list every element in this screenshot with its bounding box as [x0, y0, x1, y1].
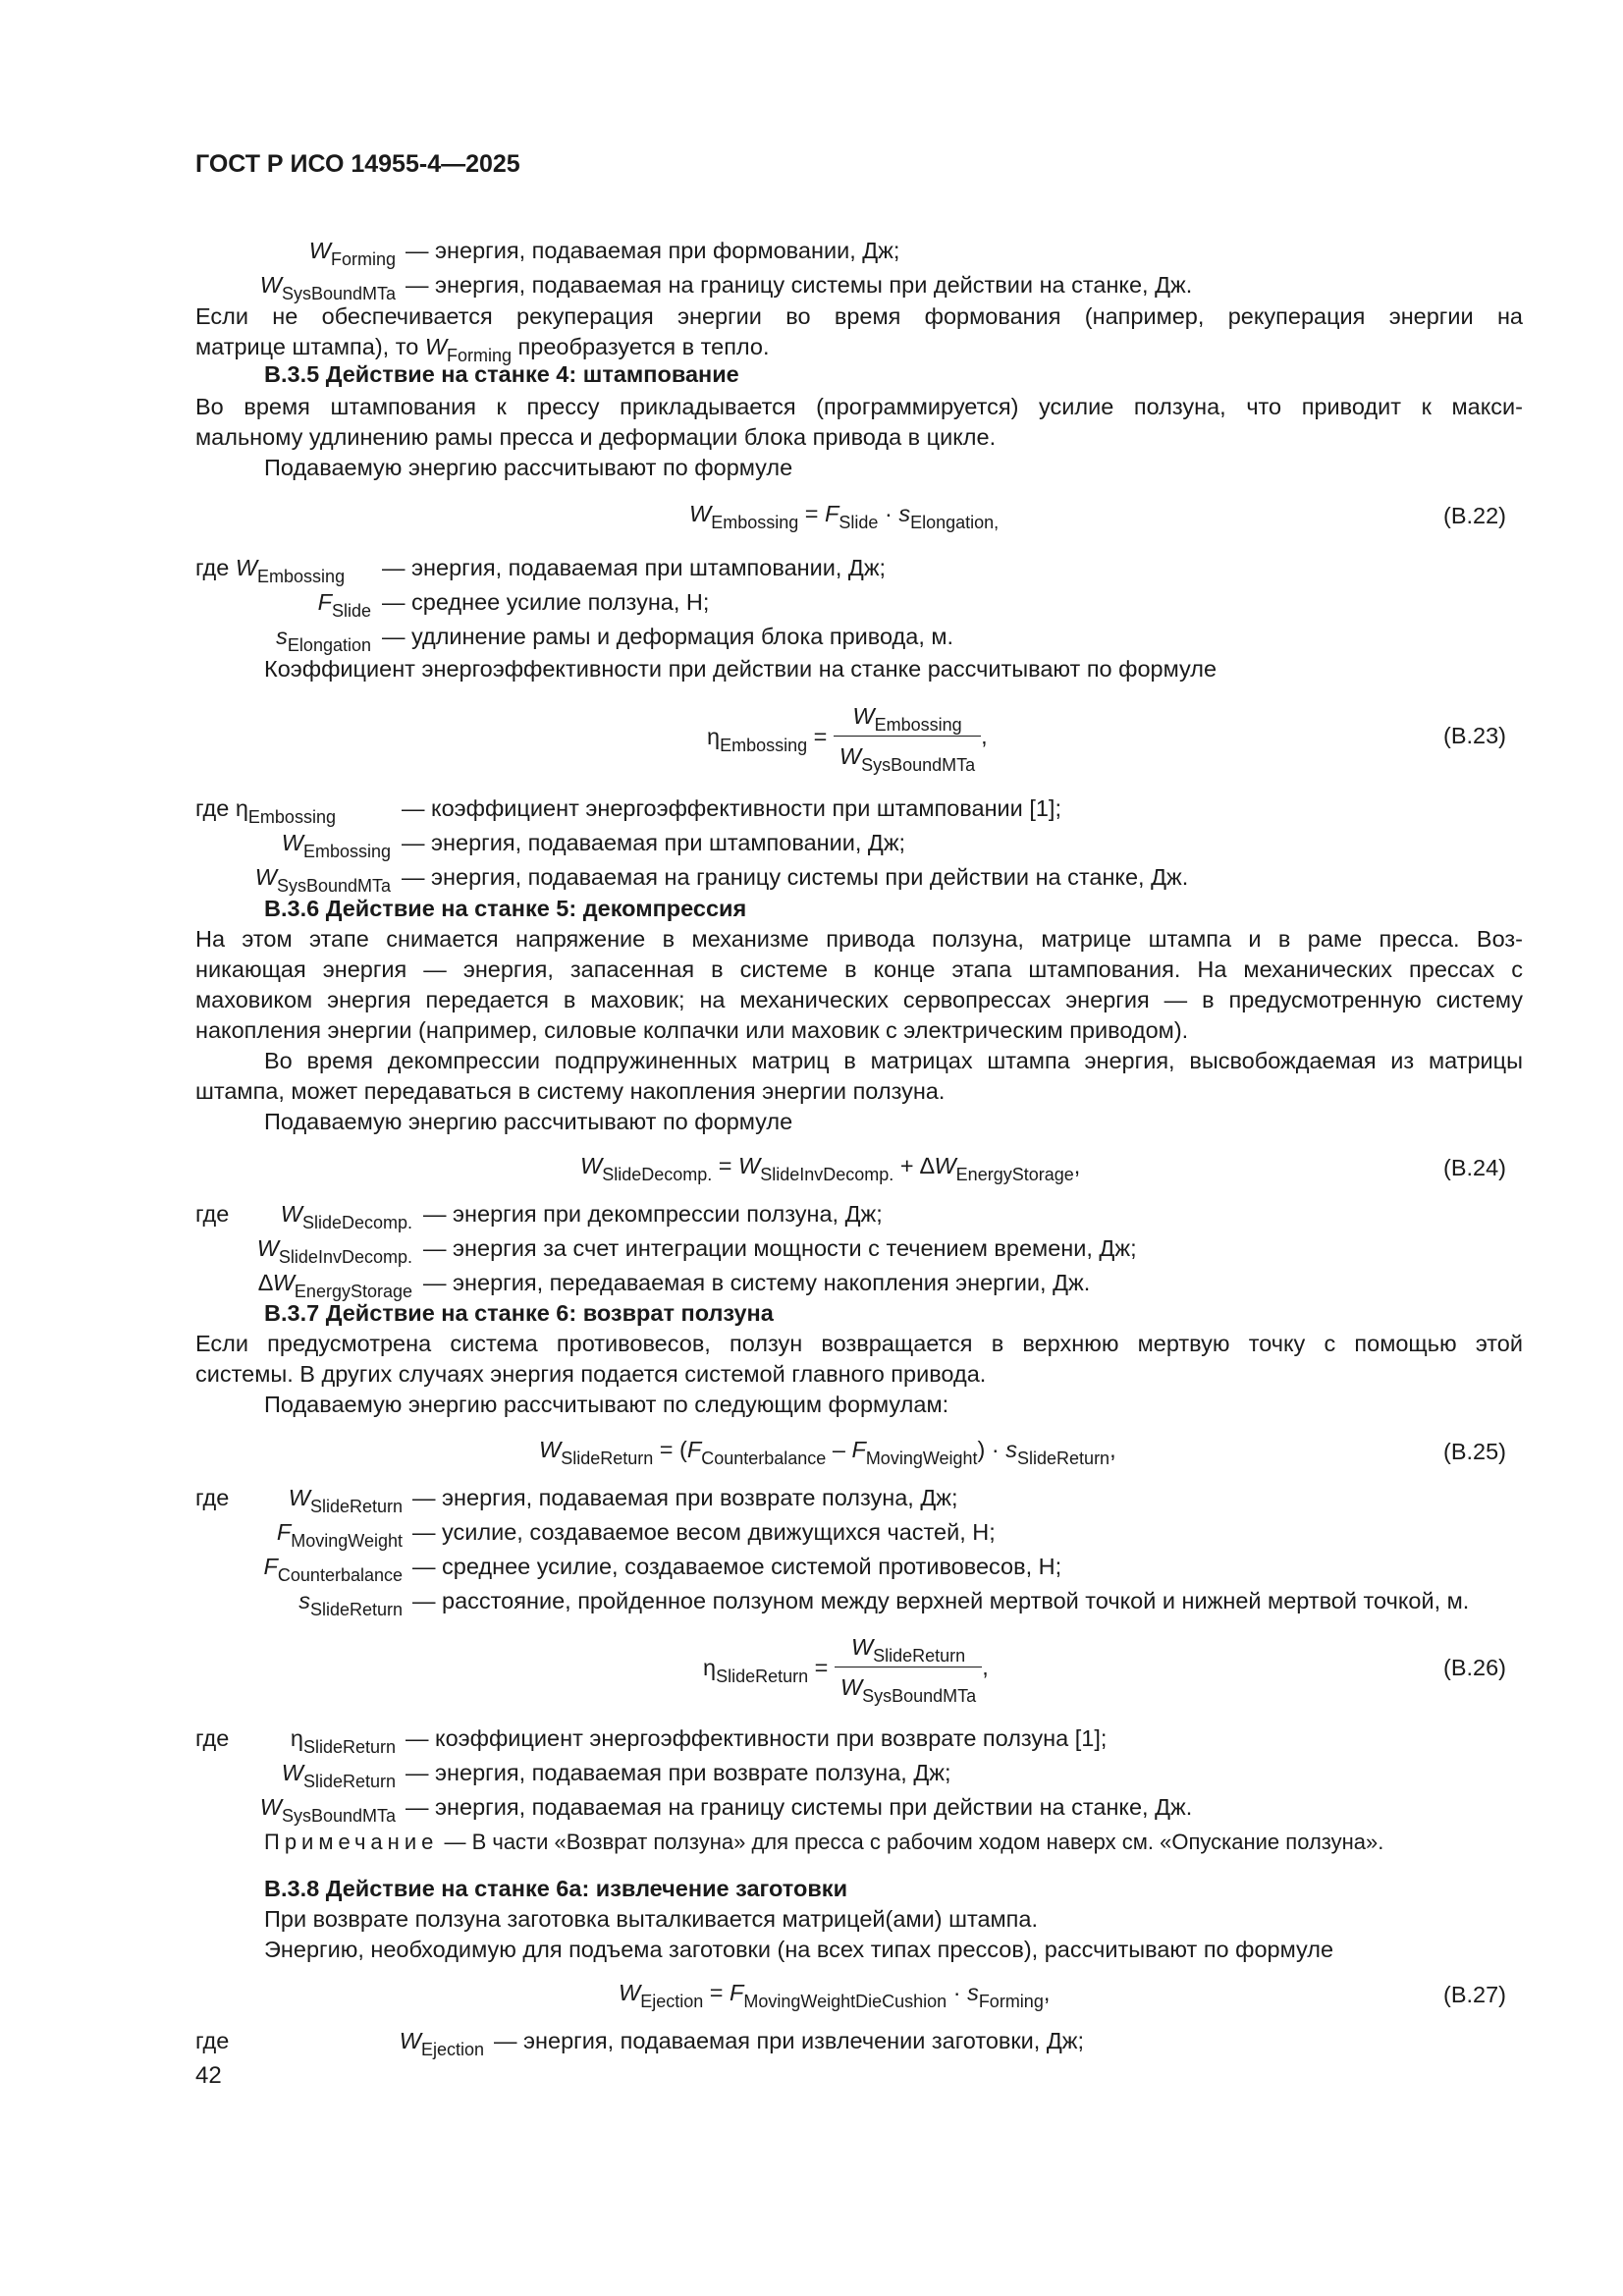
formula-b26: $\eta_{SlideReturn}$ = $\frac{W_{SlideReturn}}{W_{SysBoundMTa}}$ ,	[703, 1630, 989, 1704]
section-heading: B.3.5 Действие на станке 4: штампование	[264, 361, 739, 387]
formula-b25: $W_{SlideReturn} = (F_{Counterbalance} - F_{MovingWeight}) \cdot s_{SlideReturn}$,	[539, 1437, 1116, 1468]
paragraph-line: маховиком энергия передается в маховик; на механических сервопрессах энергия — в предусмотренную систему	[195, 987, 1523, 1012]
formula-b23: $\eta_{Embossing}$ = $\frac{W_{Embossing}}{W_{SysBoundMTa}}$ ,	[707, 699, 988, 773]
def-text: — энергия, подаваемая на границу системы при действии на станке, Дж.	[406, 1794, 1193, 1820]
note: Примечание — В части «Возврат ползуна» для пресса с рабочим ходом наверх см. «Опускание ползуна».	[264, 1830, 1384, 1854]
paragraph-line: никающая энергия — энергия, запасенная в системе в конце этапа штампования. На механических прессах с	[195, 957, 1523, 982]
def-text: — коэффициент энергоэффективности при штамповании [1];	[402, 795, 1061, 821]
def-symbol: $\eta_{SlideReturn}$	[290, 1725, 396, 1757]
paragraph-line: При возврате ползуна заготовка выталкивается матрицей(ами) штампа.	[264, 1906, 1038, 1932]
def-symbol: $W_{SysBoundMTa}$	[259, 1794, 396, 1826]
def-text: — энергия, подаваемая при штамповании, Дж;	[402, 830, 906, 855]
def-symbol: $W_{Ejection}$	[399, 2028, 484, 2059]
def-symbol: $F_{Counterbalance}$	[263, 1554, 403, 1585]
def-symbol: $\Delta W_{EnergyStorage}$	[258, 1270, 412, 1301]
def-symbol: $W_{SlideReturn}$	[281, 1760, 396, 1791]
paragraph-line: Подаваемую энергию рассчитывают по формуле	[264, 455, 793, 480]
formula-b22: $W_{Embossing} = F_{Slide} \cdot s_{Elongation,}$	[689, 501, 1000, 532]
paragraph-line: штампа, может передаваться в систему накопления энергии ползуна.	[195, 1078, 946, 1104]
formula-b24: $W_{SlideDecomp.} = W_{SlideInvDecomp.} + \Delta W_{EnergyStorage}$,	[580, 1153, 1081, 1184]
def-text: — среднее усилие, создаваемое системой противовесов, Н;	[412, 1554, 1062, 1579]
paragraph-line: накопления энергии (например, силовые колпачки или маховик с электрическим приводом).	[195, 1017, 1189, 1043]
formula-b27: $W_{Ejection} = F_{MovingWeightDieCushion} \cdot s_{Forming}$,	[619, 1980, 1051, 2011]
def-symbol: $W_{SlideReturn}$	[288, 1485, 403, 1516]
equation-number: (B.23)	[1443, 723, 1506, 748]
fraction: $\frac{W_{Embossing}}{W_{SysBoundMTa}}$	[834, 699, 981, 773]
equation-number: (B.26)	[1443, 1655, 1506, 1680]
document-header: ГОСТ Р ИСО 14955-4—2025	[195, 150, 520, 178]
def-symbol: $W_{SysBoundMTa}$	[259, 272, 396, 303]
note-label: Примечание	[264, 1830, 439, 1854]
equation-number: (B.25)	[1443, 1439, 1506, 1464]
paragraph-line: Во время декомпрессии подпружиненных матриц в матрицах штампа энергия, высвобождаемая из матрицы	[264, 1048, 1523, 1073]
equation-number: (B.22)	[1443, 503, 1506, 528]
def-symbol: $s_{SlideReturn}$	[298, 1588, 403, 1619]
section-heading: B.3.7 Действие на станке 6: возврат ползуна	[264, 1300, 774, 1326]
def-text: — коэффициент энергоэффективности при возврате ползуна [1];	[406, 1725, 1108, 1751]
paragraph-line: Подаваемую энергию рассчитывают по следующим формулам:	[264, 1392, 949, 1417]
def-text: — усилие, создаваемое весом движущихся частей, Н;	[412, 1519, 996, 1545]
equation-number: (B.27)	[1443, 1982, 1506, 2007]
paragraph-line: Коэффициент энергоэффективности при действии на станке рассчитывают по формуле	[264, 656, 1217, 682]
paragraph-line: Подаваемую энергию рассчитывают по формуле	[264, 1109, 793, 1134]
def-text: — расстояние, пройденное ползуном между верхней мертвой точкой и нижней мертвой точкой, м.	[412, 1588, 1470, 1613]
def-symbol: $W_{SlideDecomp.}$	[280, 1201, 412, 1232]
page-number: 42	[195, 2062, 222, 2089]
section-heading: B.3.6 Действие на станке 5: декомпрессия	[264, 896, 747, 921]
def-symbol: $F_{MovingWeight}$	[276, 1519, 403, 1551]
def-symbol: $W_{SlideInvDecomp.}$	[256, 1235, 412, 1267]
def-text: — энергия, передаваемая в систему накопления энергии, Дж.	[423, 1270, 1091, 1295]
def-symbol: $W_{Forming}$	[308, 238, 396, 269]
def-text: — энергия, подаваемая при возврате ползуна, Дж;	[412, 1485, 958, 1510]
where-label: где	[195, 1201, 230, 1227]
where-label: где	[195, 1485, 230, 1510]
def-text: — энергия, подаваемая на границу системы при действии на станке, Дж.	[406, 272, 1193, 298]
paragraph-line: Энергию, необходимую для подъема заготовки (на всех типах прессов), рассчитывают по формуле	[264, 1937, 1334, 1962]
def-text: — энергия, подаваемая при штамповании, Дж;	[382, 555, 887, 580]
def-text: — удлинение рамы и деформация блока привода, м.	[382, 624, 954, 649]
paragraph-line: На этом этапе снимается напряжение в механизме привода ползуна, матрице штампа и в раме пресса. Воз-	[195, 926, 1523, 952]
def-symbol: $W_{Embossing}$	[281, 830, 391, 861]
def-text: — энергия при декомпрессии ползуна, Дж;	[423, 1201, 883, 1227]
paragraph-line: системы. В других случаях энергия подается системой главного привода.	[195, 1361, 987, 1387]
def-text: — энергия, подаваемая при извлечении заготовки, Дж;	[494, 2028, 1085, 2053]
def-symbol: $W_{SysBoundMTa}$	[254, 864, 391, 896]
where-label: где $\eta_{Embossing}$	[195, 795, 336, 827]
paragraph-line: Если не обеспечивается рекуперация энергии во время формования (например, рекуперация энергии на	[195, 303, 1523, 329]
def-text: — энергия, подаваемая на границу системы при действии на станке, Дж.	[402, 864, 1189, 890]
where-label: где	[195, 1725, 230, 1751]
paragraph-line: мальному удлинению рамы пресса и деформации блока привода в цикле.	[195, 424, 997, 450]
where-label: где $W_{Embossing}$	[195, 555, 346, 586]
equation-number: (B.24)	[1443, 1155, 1506, 1180]
paragraph-line: Во время штампования к прессу прикладывается (программируется) усилие ползуна, что приводит к макси-	[195, 394, 1523, 419]
fraction: $\frac{W_{SlideReturn}}{W_{SysBoundMTa}}$	[835, 1630, 982, 1704]
def-symbol: $F_{Slide}$	[317, 589, 371, 621]
paragraph-line: матрице штампа), то $W_{Forming}$ преобразуется в тепло.	[195, 334, 770, 365]
def-text: — среднее усилие ползуна, Н;	[382, 589, 710, 615]
def-symbol: $s_{Elongation}$	[276, 624, 371, 655]
def-text: — энергия, подаваемая при формовании, Дж;	[406, 238, 900, 263]
def-text: — энергия за счет интеграции мощности с течением времени, Дж;	[423, 1235, 1137, 1261]
paragraph-line: Если предусмотрена система противовесов, ползун возвращается в верхнюю мертвую точку с помощью этой	[195, 1331, 1523, 1356]
section-heading: B.3.8 Действие на станке 6а: извлечение заготовки	[264, 1876, 848, 1901]
def-text: — энергия, подаваемая при возврате ползуна, Дж;	[406, 1760, 951, 1785]
where-label: где	[195, 2028, 230, 2053]
